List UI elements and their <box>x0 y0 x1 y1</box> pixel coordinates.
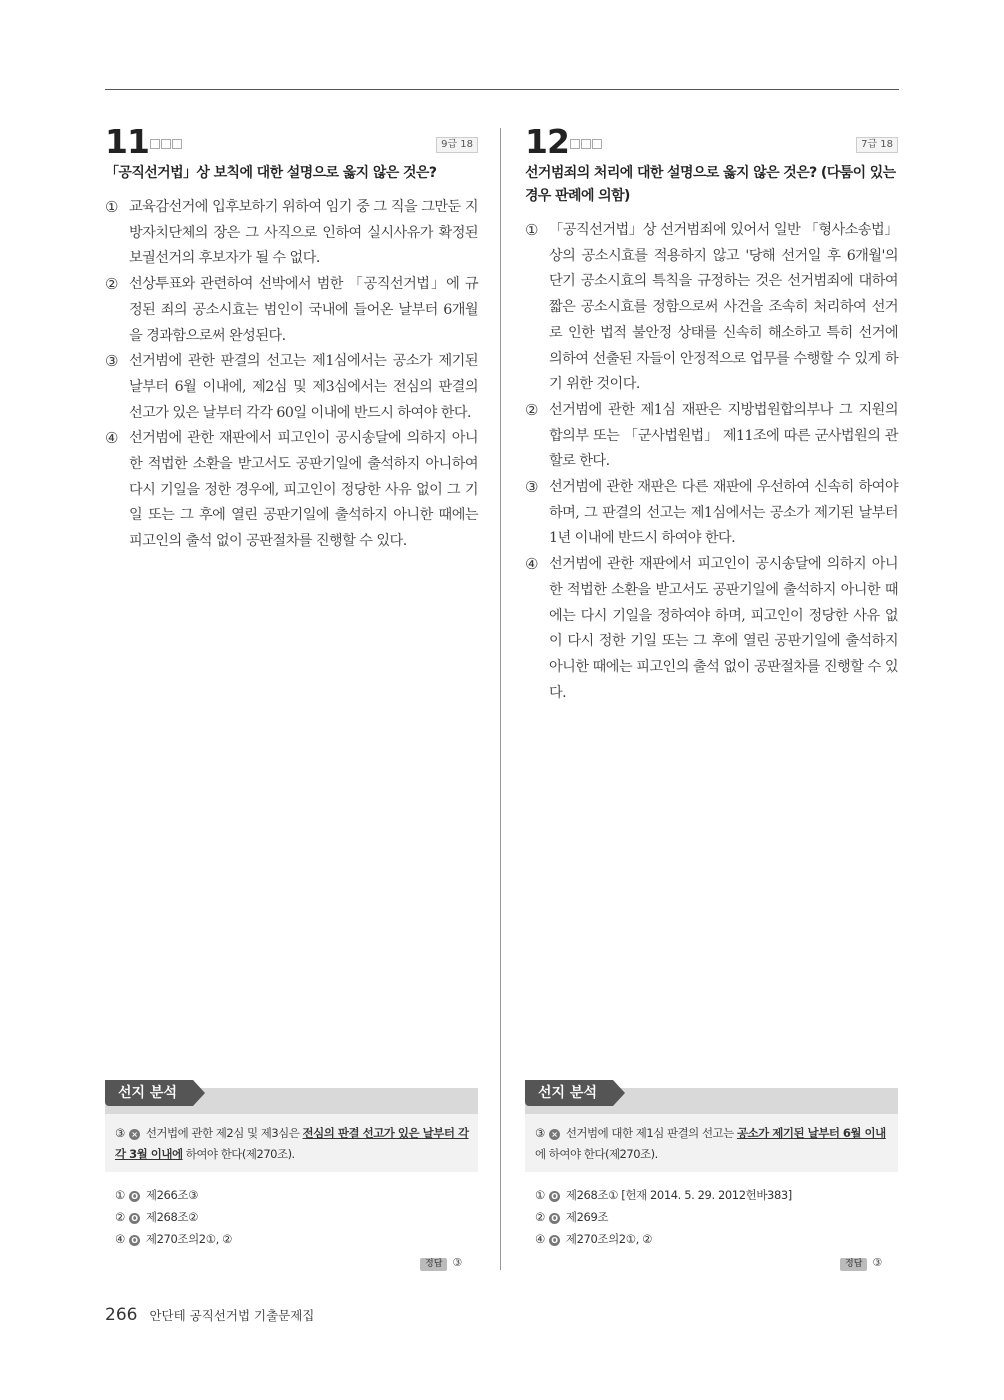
x-icon: × <box>549 1129 560 1140</box>
analysis-header <box>105 1080 478 1114</box>
review-checkboxes[interactable] <box>150 139 182 149</box>
wrong-key-phrase: 전심의 판결 선고가 있은 날부터 각각 3월 이내에 <box>115 1126 469 1161</box>
wrong-pre: 선거범에 대한 제1심 판결의 선고는 <box>565 1126 737 1140</box>
question-header <box>525 122 898 162</box>
wrong-choice-explanation <box>525 1114 898 1172</box>
top-rule <box>105 89 899 90</box>
choice-item[interactable] <box>525 398 898 475</box>
wrong-key-phrase: 공소가 제기된 날부터 6월 이내 <box>736 1126 886 1140</box>
choice-item[interactable] <box>525 552 898 706</box>
checkbox-1[interactable] <box>570 139 580 149</box>
o-icon: O <box>549 1235 560 1246</box>
checkbox-2[interactable] <box>581 139 591 149</box>
answer-11 <box>420 1256 462 1271</box>
choice-text: 선거범에 관한 재판에서 피고인이 공시송달에 의하지 아니한 적법한 소환을 받고서도 공판기일에 출석하지 아니한 때에는 다시 기일을 정하여야 하며, 피고인이 정당한 사유 없이 다시 정한 기일 또는 그 후에 열린 공판기일에 출석하지 아니한 때에는 피고인의 출석 없이 공판절차를 진행할 수 있다. <box>549 556 898 701</box>
choice-text: 선상투표와 관련하여 선박에서 범한 「공직선거법」에 규정된 죄의 공소시효는 범인이 국내에 들어온 날부터 6개월을 경과함으로써 완성된다. <box>129 276 478 344</box>
question-number: 11 <box>105 122 149 161</box>
answer-value: ③ <box>872 1256 883 1269</box>
choice-item[interactable] <box>105 272 478 349</box>
correct-item <box>535 1184 898 1206</box>
choice-item[interactable] <box>105 195 478 272</box>
correct-text: 제269조 <box>565 1210 609 1224</box>
correct-mark: ④ <box>115 1232 125 1246</box>
checkbox-2[interactable] <box>161 139 171 149</box>
choice-text: 「공직선거법」상 선거범죄에 있어서 일반 「형사소송법」상의 공소시효를 적용하지 않고 '당해 선거일 후 6개월'의 단기 공소시효의 특칙을 규정하는 것은 선거범죄에 대하여 짧은 공소시효를 정함으로써 사건을 조속히 처리하여 선거로 인한 법적 불안정 상태를 신속히 해소하고 특히 선거에 의하여 선출된 자들이 안정적으로 업무를 수행할 수 있게 하기 위한 것이다. <box>549 222 898 393</box>
o-icon: O <box>129 1213 140 1224</box>
correct-mark: ④ <box>535 1232 545 1246</box>
choice-text: 선거범에 관한 재판은 다른 재판에 우선하여 신속히 하여야 하며, 그 판결의 선고는 제1심에서는 공소가 제기된 날부터 1년 이내에 반드시 하여야 한다. <box>549 479 898 547</box>
wrong-choice-explanation <box>105 1114 478 1172</box>
question-title: 선거범죄의 처리에 대한 설명으로 옳지 않은 것은? (다툼이 있는 경우 판례에 의함) <box>525 165 896 204</box>
choice-mark: ④ <box>525 555 538 574</box>
choice-text: 선거범에 관한 판결의 선고는 제1심에서는 공소가 제기된 날부터 6월 이내에, 제2심 및 제3심에서는 전심의 판결의 선고가 있은 날부터 각각 60일 이내에 반드시 하여야 한다. <box>129 353 478 421</box>
choice-text: 교육감선거에 입후보하기 위하여 임기 중 그 직을 그만둔 지방자치단체의 장은 그 사직으로 인하여 실시사유가 확정된 보궐선거의 후보자가 될 수 없다. <box>129 199 478 267</box>
correct-item <box>535 1228 898 1250</box>
checkbox-3[interactable] <box>172 139 182 149</box>
choice-text: 선거범에 관한 재판에서 피고인이 공시송달에 의하지 아니한 적법한 소환을 받고서도 공판기일에 출석하지 아니하여 다시 기일을 정한 경우에, 피고인이 정당한 사유 없이 그 기일 또는 그 후에 열린 공판기일에 출석하지 아니한 때에는 피고인의 출석 없이 공판절차를 진행할 수 있다. <box>129 430 478 550</box>
analysis-label: 선지 분석 <box>105 1080 193 1106</box>
choice-mark: ③ <box>105 352 118 371</box>
choice-mark: ① <box>525 221 538 239</box>
choice-item[interactable] <box>525 218 898 398</box>
o-icon: O <box>549 1213 560 1224</box>
correct-mark: ② <box>115 1210 125 1224</box>
correct-choice-list <box>105 1184 478 1250</box>
correct-item <box>115 1206 478 1228</box>
wrong-post: 하여야 한다(제270조). <box>182 1147 295 1161</box>
choice-item[interactable] <box>525 475 898 552</box>
question-11 <box>105 122 478 555</box>
correct-mark: ② <box>535 1210 545 1224</box>
choice-item[interactable] <box>105 349 478 426</box>
answer-value: ③ <box>452 1256 463 1269</box>
x-icon: × <box>129 1129 140 1140</box>
choice-list <box>525 218 898 706</box>
wrong-post: 에 하여야 한다(제270조). <box>535 1147 658 1161</box>
exam-tag: 9급 18 <box>436 137 478 153</box>
choice-mark: ② <box>105 275 118 294</box>
question-title: 「공직선거법」상 보칙에 대한 설명으로 옳지 않은 것은? <box>105 165 437 181</box>
choice-mark: ③ <box>525 478 538 497</box>
choice-list <box>105 195 478 555</box>
review-checkboxes[interactable] <box>570 139 602 149</box>
answer-label: 정답 <box>840 1258 867 1271</box>
analysis-label: 선지 분석 <box>525 1080 613 1106</box>
checkbox-3[interactable] <box>592 139 602 149</box>
correct-item <box>535 1206 898 1228</box>
book-title: 안단테 공직선거법 기출문제집 <box>149 1308 315 1323</box>
correct-text: 제268조① [헌재 2014. 5. 29. 2012헌바383] <box>565 1188 792 1202</box>
wrong-pre: 선거법에 관한 제2심 및 제3심은 <box>145 1126 303 1140</box>
correct-text: 제266조③ <box>145 1188 198 1202</box>
choice-mark: ② <box>525 400 538 419</box>
page-footer <box>105 1305 314 1325</box>
correct-mark: ① <box>115 1188 125 1202</box>
correct-item <box>115 1184 478 1206</box>
o-icon: O <box>129 1235 140 1246</box>
answer-12 <box>840 1256 882 1271</box>
correct-text: 제270조의2①, ② <box>565 1232 653 1246</box>
question-12 <box>525 122 898 706</box>
checkbox-1[interactable] <box>150 139 160 149</box>
question-number: 12 <box>525 122 569 161</box>
choice-mark: ① <box>105 198 118 216</box>
page-number: 266 <box>105 1305 138 1325</box>
correct-text: 제270조의2①, ② <box>145 1232 233 1246</box>
o-icon: O <box>129 1191 140 1202</box>
analysis-12 <box>525 1080 898 1250</box>
column-divider <box>500 128 501 1270</box>
answer-label: 정답 <box>420 1258 447 1271</box>
analysis-11 <box>105 1080 478 1250</box>
wrong-mark: ③ <box>115 1126 125 1140</box>
correct-mark: ① <box>535 1188 545 1202</box>
question-header <box>105 122 478 162</box>
o-icon: O <box>549 1191 560 1202</box>
wrong-mark: ③ <box>535 1126 545 1140</box>
correct-item <box>115 1228 478 1250</box>
correct-choice-list <box>525 1184 898 1250</box>
choice-item[interactable] <box>105 426 478 555</box>
choice-text: 선거범에 관한 제1심 재판은 지방법원합의부나 그 지원의 합의부 또는 「군사법원법」 제11조에 따른 군사법원의 관할로 한다. <box>549 401 898 470</box>
exam-tag: 7급 18 <box>856 137 898 153</box>
correct-text: 제268조② <box>145 1210 198 1224</box>
choice-mark: ④ <box>105 429 118 448</box>
analysis-header <box>525 1080 898 1114</box>
